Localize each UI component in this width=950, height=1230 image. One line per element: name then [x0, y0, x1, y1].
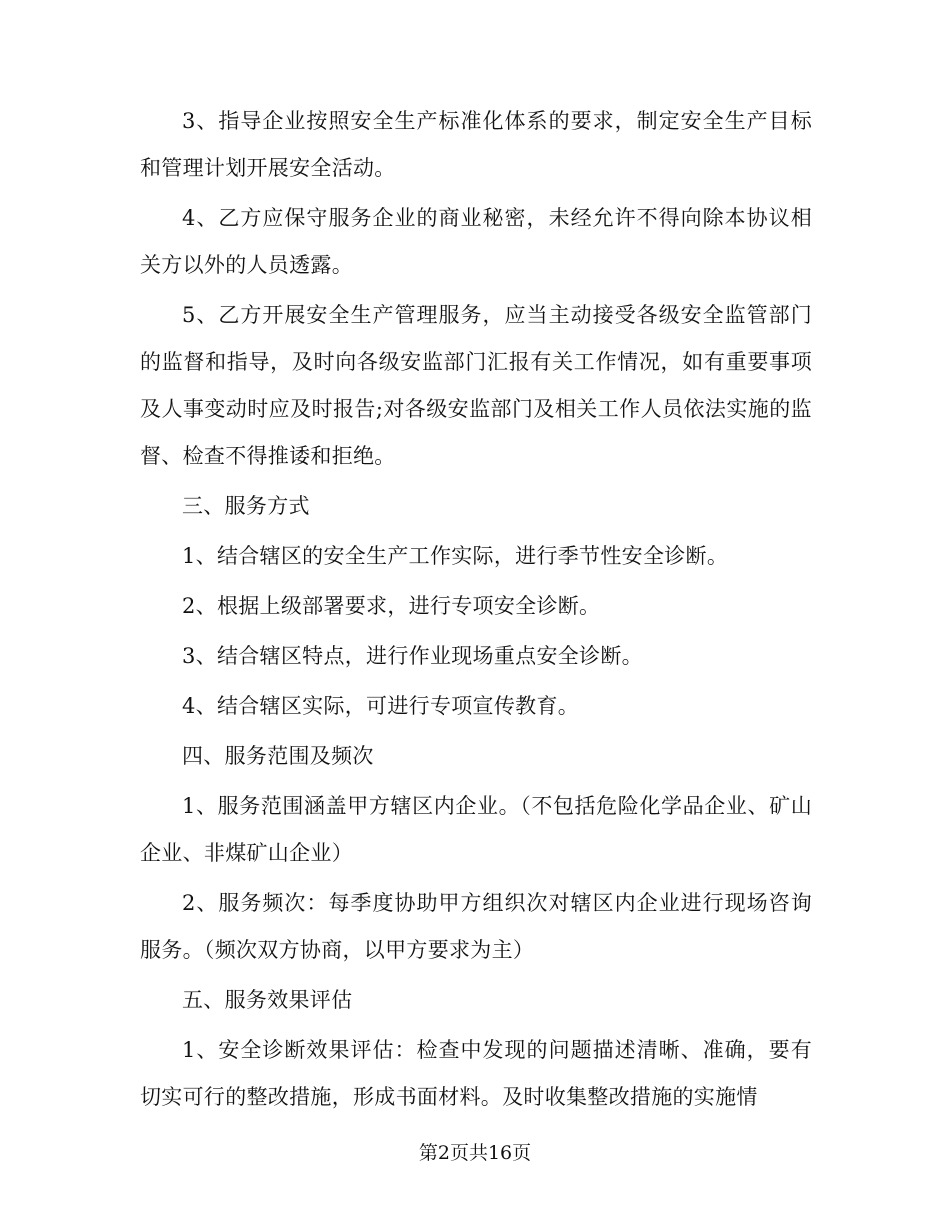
paragraph: 5、乙方开展安全生产管理服务，应当主动接受各级安全监管部门的监督和指导，及时向各级安监部门汇报有关工作情况，如有重要事项及人事变动时应及时报告;对各级安监部门及相关工作人员依法实施的监督、检查不得推诿和拒绝。	[140, 303, 812, 468]
section-heading: 三、服务方式	[182, 494, 310, 518]
section-heading: 五、服务效果评估	[182, 988, 353, 1012]
section-heading: 四、服务范围及频次	[182, 744, 374, 768]
paragraph: 4、乙方应保守服务企业的商业秘密，未经允许不得向除本协议相关方以外的人员透露。	[140, 206, 812, 277]
paragraph: 1、服务范围涵盖甲方辖区内企业。（不包括危险化学品企业、矿山企业、非煤矿山企业）	[140, 794, 812, 865]
document-body	[140, 98, 812, 1124]
paragraph: 2、服务频次：每季度协助甲方组织次对辖区内企业进行现场咨询服务。（频次双方协商，以甲方要求为主）	[140, 891, 812, 962]
paragraph: 3、结合辖区特点，进行作业现场重点安全诊断。	[182, 644, 643, 668]
paragraph: 4、结合辖区实际，可进行专项宣传教育。	[182, 694, 580, 718]
paragraph: 1、结合辖区的安全生产工作实际，进行季节性安全诊断。	[182, 544, 729, 568]
page-number-footer: 第2页共16页	[418, 1142, 532, 1164]
paragraph: 1、安全诊断效果评估：检查中发现的问题描述清晰、准确，要有切实可行的整改措施，形成书面材料。及时收集整改措施的实施情	[140, 1038, 812, 1109]
paragraph: 2、根据上级部署要求，进行专项安全诊断。	[182, 594, 601, 618]
paragraph: 3、指导企业按照安全生产标准化体系的要求，制定安全生产目标和管理计划开展安全活动。	[140, 109, 812, 180]
